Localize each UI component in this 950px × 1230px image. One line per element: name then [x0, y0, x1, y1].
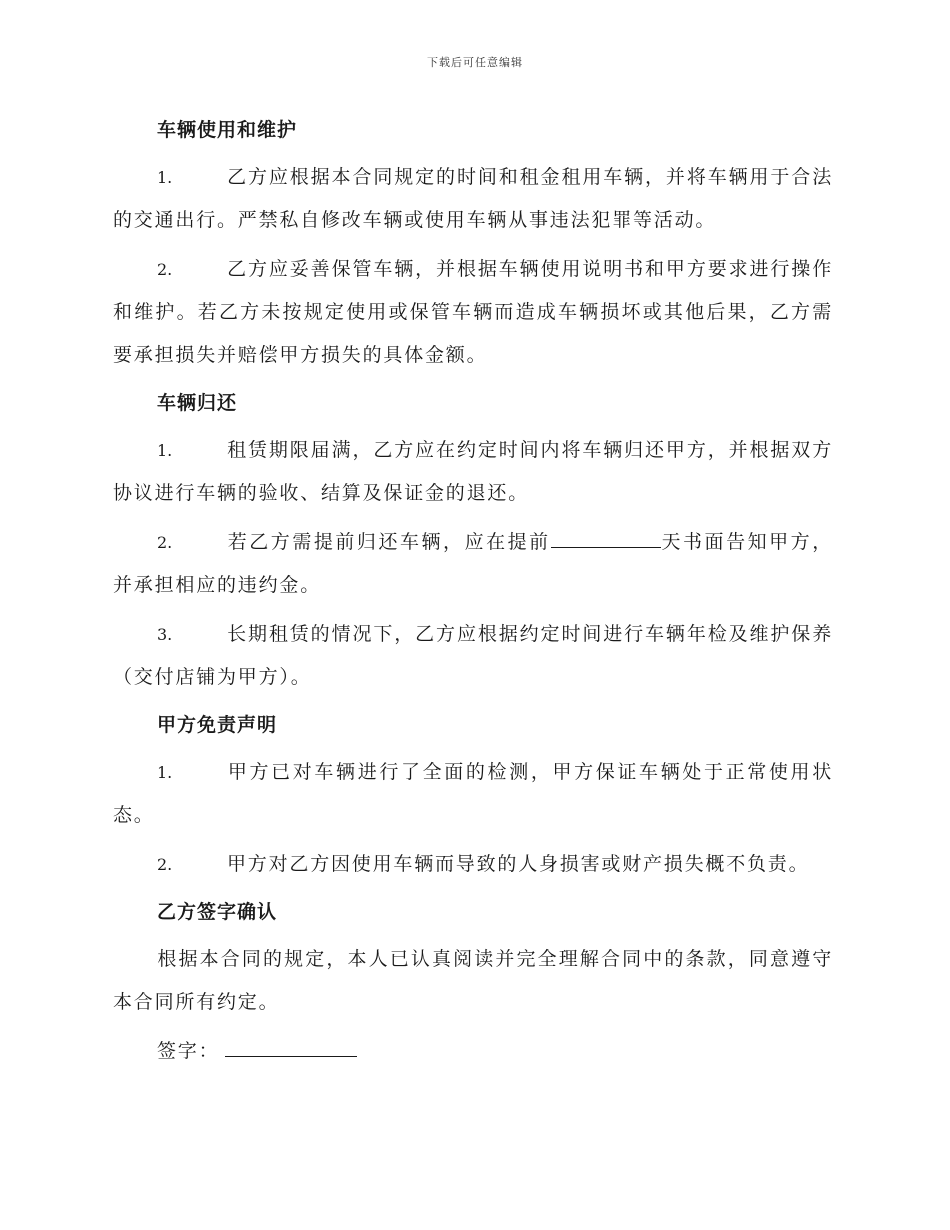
- section-heading-disclaimer: 甲方免责声明: [157, 714, 278, 736]
- header-note: 下载后可任意编辑: [427, 56, 523, 69]
- signature-label: 签字：: [157, 1040, 220, 1062]
- signature-row: [113, 1030, 833, 1073]
- days-blank-field[interactable]: [551, 527, 661, 548]
- clause-text-after: 天书面告知甲方，并承担相应的违约金。: [113, 531, 833, 596]
- clause-return-1: [113, 429, 833, 515]
- section-heading-return: 车辆归还: [157, 392, 238, 414]
- section-heading-usage: 车辆使用和维护: [157, 119, 298, 141]
- clause-usage-2: [113, 248, 833, 377]
- clause-text: 乙方应妥善保管车辆，并根据车辆使用说明书和甲方要求进行操作和维护。若乙方未按规定使用或保管车辆而造成车辆损坏或其他后果，乙方需要承担损失并赔偿甲方损失的具体金额。: [113, 258, 833, 366]
- clause-number: 2.: [157, 260, 173, 279]
- clause-number: 1.: [157, 763, 173, 782]
- clause-number: 2.: [157, 855, 173, 874]
- section-heading-signature: 乙方签字确认: [157, 901, 278, 923]
- clause-return-2: [113, 521, 833, 607]
- clause-usage-1: [113, 156, 833, 242]
- clause-text: 长期租赁的情况下，乙方应根据约定时间进行车辆年检及维护保养（交付店铺为甲方）。: [113, 623, 833, 688]
- clause-disclaimer-2: [113, 843, 833, 886]
- clause-disclaimer-1: [113, 751, 833, 837]
- document-body: [113, 110, 833, 1073]
- signature-field[interactable]: [225, 1036, 357, 1057]
- clause-number: 1.: [157, 441, 173, 460]
- clause-text: 乙方应根据本合同规定的时间和租金租用车辆，并将车辆用于合法的交通出行。严禁私自修改车辆或使用车辆从事违法犯罪等活动。: [113, 166, 833, 231]
- clause-return-3: [113, 613, 833, 699]
- clause-text: 甲方已对车辆进行了全面的检测，甲方保证车辆处于正常使用状态。: [113, 761, 833, 826]
- clause-number: 3.: [157, 625, 173, 644]
- clause-number: 2.: [157, 533, 173, 552]
- clause-number: 1.: [157, 168, 173, 187]
- clause-text: 租赁期限届满，乙方应在约定时间内将车辆归还甲方，并根据双方协议进行车辆的验收、结算及保证金的退还。: [113, 439, 833, 504]
- clause-text: 甲方对乙方因使用车辆而导致的人身损害或财产损失概不负责。: [227, 853, 810, 875]
- statement-text: 根据本合同的规定，本人已认真阅读并完全理解合同中的条款，同意遵守本合同所有约定。: [113, 948, 833, 1013]
- signature-statement: [113, 938, 833, 1024]
- clause-text-before: 若乙方需提前归还车辆，应在提前: [227, 531, 551, 553]
